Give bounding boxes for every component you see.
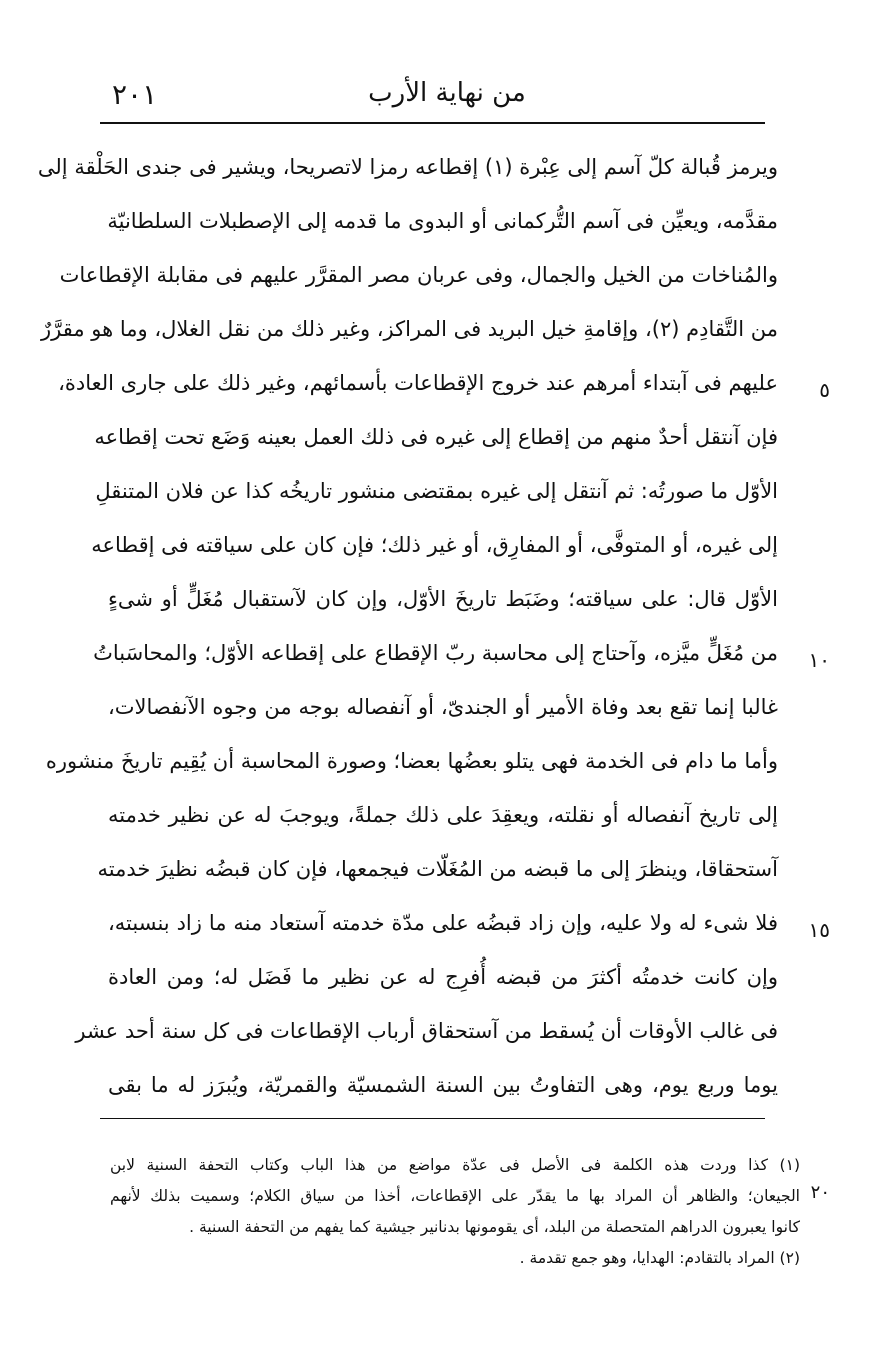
running-title: من نهاية الأرب — [368, 78, 526, 108]
running-head — [0, 72, 891, 112]
line-number-15: ١٥ — [808, 918, 830, 942]
footnotes — [110, 1150, 800, 1274]
text-line: والمُناخات من الخيل والجمال، وفى عربان مصر المقرَّر عليهم فى مقابلة الإقطاعات — [59, 263, 778, 287]
header-rule — [100, 122, 765, 124]
text-line: من التَّقادِم (٢)، وإقامةِ خيل البريد فى المراكز، وغير ذلك من نقل الغلال، وما هو مقرَّرٌ — [41, 317, 778, 341]
body-text — [37, 140, 778, 1112]
text-line: غالبا إنما تقع بعد وفاة الأمير أو الجندىّ، أو آنفصاله بوجه من وجوه الآنفصالات، — [108, 695, 778, 719]
text-line: الأوّل ما صورتُه: ثم آنتقل إلى غيره بمقتضى منشور تاريخُه كذا عن فلان المتنقلِ — [95, 479, 778, 503]
footnote-line: الجيعان؛ والظاهر أن المراد بها ما يقدّر على الإقطاعات، أخذا من سياق الكلام؛ وسميت بذلك لأنهم — [110, 1187, 800, 1205]
text-line: من مُغَلٍّ ميَّزه، وآحتاج إلى محاسبة ربّ الإقطاع على إقطاعه الأوّل؛ والمحاسَباتُ — [93, 641, 778, 665]
footnote-separator — [100, 1118, 765, 1119]
text-line: عليهم فى آبتداء أمرهم عند خروج الإقطاعات بأسمائهم، وغير ذلك على جارى العادة، — [58, 371, 778, 395]
text-line: وإن كانت خدمتُه أكثرَ من قبضه أُفرِج له عن نظير ما فَضَل له؛ ومن العادة — [108, 965, 778, 989]
text-line: فإن آنتقل أحدٌ منهم من إقطاع إلى غيره فى ذلك العمل بعينه وَضَع تحت إقطاعه — [94, 425, 778, 449]
text-line: إلى غيره، أو المتوفَّى، أو المفارِق، أو غير ذلك؛ فإن كان على سياقته فى إقطاعه — [91, 533, 778, 557]
text-line: مقدَّمه، ويعيِّن فى آسم التُّركمانى أو البدوى ما قدمه إلى الإصطبلات السلطانيّة — [107, 209, 778, 233]
line-number-20: ٢٠ — [810, 1182, 830, 1203]
footnote-line: كانوا يعبرون الدراهم المتحصلة من البلد، أى يقومونها بدنانير جيشية كما يفهم من التحفة السنية . — [189, 1218, 800, 1236]
line-number-5: ٥ — [819, 378, 830, 402]
text-line: الأوّل قال: على سياقته؛ وضَبَط تاريخَ الأوّل، وإن كان لآستقبال مُغَلٍّ أو شىءٍ — [108, 587, 778, 611]
text-line: ويرمز قُبالة كلّ آسم إلى عِبْرة (١) إقطاعه رمزا لاتصريحا، ويشير فى جندى الحَلْقة إلى — [37, 155, 778, 179]
line-number-10: ١٠ — [808, 648, 830, 672]
footnote-line: (١) كذا وردت هذه الكلمة فى الأصل فى عدّة مواضع من هذا الباب وكتاب التحفة السنية لابن — [110, 1156, 800, 1174]
text-line: وأما ما دام فى الخدمة فهى يتلو بعضُها بعضا؛ وصورة المحاسبة أن يُقِيم تاريخَ منشوره — [45, 749, 778, 773]
text-line: إلى تاريخ آنفصاله أو نقلته، ويعقِدَ على ذلك جملةً، ويوجبَ له عن نظير خدمته — [108, 803, 778, 827]
text-line: آستحقاقا، وينظرَ إلى ما قبضه من المُغَلّات فيجمعها، فإن كان قبضُه نظيرَ خدمته — [97, 857, 778, 881]
text-line: فلا شىء له ولا عليه، وإن زاد قبضُه على مدّة خدمته آستعاد منه ما زاد بنسبته، — [108, 911, 778, 935]
text-line: يوما وربع يوم، وهى التفاوتُ بين السنة الشمسيّة والقمريّة، ويُبرَز له ما بقى — [108, 1073, 778, 1097]
footnote-line: (٢) المراد بالتقادم: الهدايا، وهو جمع تقدمة . — [519, 1249, 800, 1267]
page-number: ٢٠١ — [112, 78, 158, 111]
text-line: فى غالب الأوقات أن يُسقط من آستحقاق أرباب الإقطاعات فى كل سنة أحد عشر — [75, 1019, 778, 1043]
